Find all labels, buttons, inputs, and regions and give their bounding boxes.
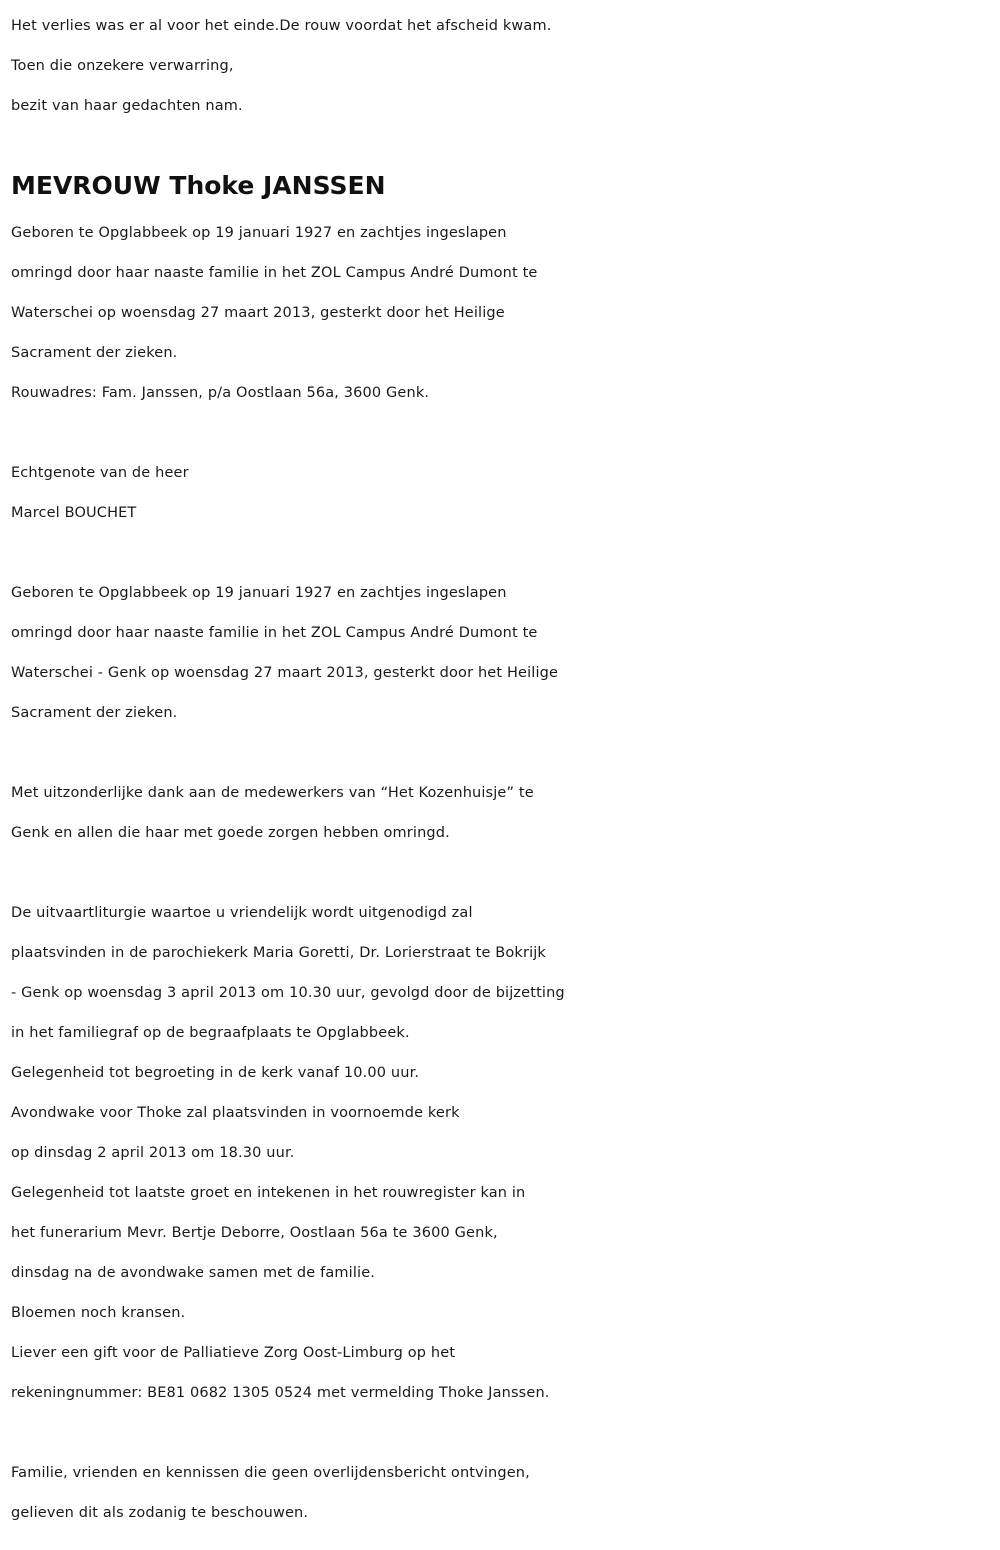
birth-line: Sacrament der zieken. — [11, 705, 178, 721]
deceased-name: MEVROUW Thoke JANSSEN — [11, 171, 386, 200]
funeral-line: Bloemen noch kransen. — [11, 1305, 186, 1321]
closing-paragraph — [11, 1453, 996, 1533]
funeral-line: De uitvaartliturgie waartoe u vriendelijk wordt uitgenodigd zal — [11, 905, 473, 921]
thanks-line: Met uitzonderlijke dank aan de medewerkers van “Het Kozenhuisje” te — [11, 785, 534, 801]
closing-line: Familie, vrienden en kennissen die geen overlijdensbericht ontvingen, — [11, 1465, 530, 1481]
funeral-line: - Genk op woensdag 3 april 2013 om 10.30 uur, gevolgd door de bijzetting — [11, 985, 565, 1001]
birth-line: omringd door haar naaste familie in het ZOL Campus André Dumont te — [11, 625, 538, 641]
mourning-address: Rouwadres: Fam. Janssen, p/a Oostlaan 56a, 3600 Genk. — [11, 385, 430, 401]
thanks-paragraph — [11, 773, 996, 853]
intro-line: Waterschei op woensdag 27 maart 2013, gesterkt door het Heilige — [11, 305, 505, 321]
funeral-line: in het familiegraf op de begraafplaats te Opglabbeek. — [11, 1025, 410, 1041]
funeral-line: dinsdag na de avondwake samen met de familie. — [11, 1265, 376, 1281]
intro-paragraph — [11, 213, 996, 413]
funeral-line: op dinsdag 2 april 2013 om 18.30 uur. — [11, 1145, 295, 1161]
spouse-line: Echtgenote van de heer — [11, 465, 189, 481]
intro-line: Sacrament der zieken. — [11, 345, 178, 361]
poem — [11, 6, 996, 126]
birth-line: Waterschei - Genk op woensdag 27 maart 2013, gesterkt door het Heilige — [11, 665, 559, 681]
funeral-line: Gelegenheid tot begroeting in de kerk vanaf 10.00 uur. — [11, 1065, 420, 1081]
intro-line: Geboren te Opglabbeek op 19 januari 1927 en zachtjes ingeslapen — [11, 225, 507, 241]
funeral-line: Avondwake voor Thoke zal plaatsvinden in voornoemde kerk — [11, 1105, 460, 1121]
deceased-name-block — [11, 164, 996, 208]
birth-line: Geboren te Opglabbeek op 19 januari 1927 en zachtjes ingeslapen — [11, 585, 507, 601]
intro-line: omringd door haar naaste familie in het ZOL Campus André Dumont te — [11, 265, 538, 281]
funeral-line: Gelegenheid tot laatste groet en intekenen in het rouwregister kan in — [11, 1185, 526, 1201]
closing-line: gelieven dit als zodanig te beschouwen. — [11, 1505, 309, 1521]
funeral-line: Liever een gift voor de Palliatieve Zorg Oost-Limburg op het — [11, 1345, 456, 1361]
poem-line: Het verlies was er al voor het einde.De rouw voordat het afscheid kwam. — [11, 18, 552, 34]
poem-line: Toen die onzekere verwarring, — [11, 58, 234, 74]
spouse-name: Marcel BOUCHET — [11, 505, 137, 521]
spouse-paragraph — [11, 453, 996, 533]
poem-line: bezit van haar gedachten nam. — [11, 98, 243, 114]
birth-paragraph — [11, 573, 996, 733]
funeral-paragraph — [11, 893, 996, 1413]
funeral-line: het funerarium Mevr. Bertje Deborre, Oostlaan 56a te 3600 Genk, — [11, 1225, 498, 1241]
funeral-line: rekeningnummer: BE81 0682 1305 0524 met vermelding Thoke Janssen. — [11, 1385, 550, 1401]
funeral-line: plaatsvinden in de parochiekerk Maria Goretti, Dr. Lorierstraat te Bokrijk — [11, 945, 546, 961]
thanks-line: Genk en allen die haar met goede zorgen hebben omringd. — [11, 825, 450, 841]
